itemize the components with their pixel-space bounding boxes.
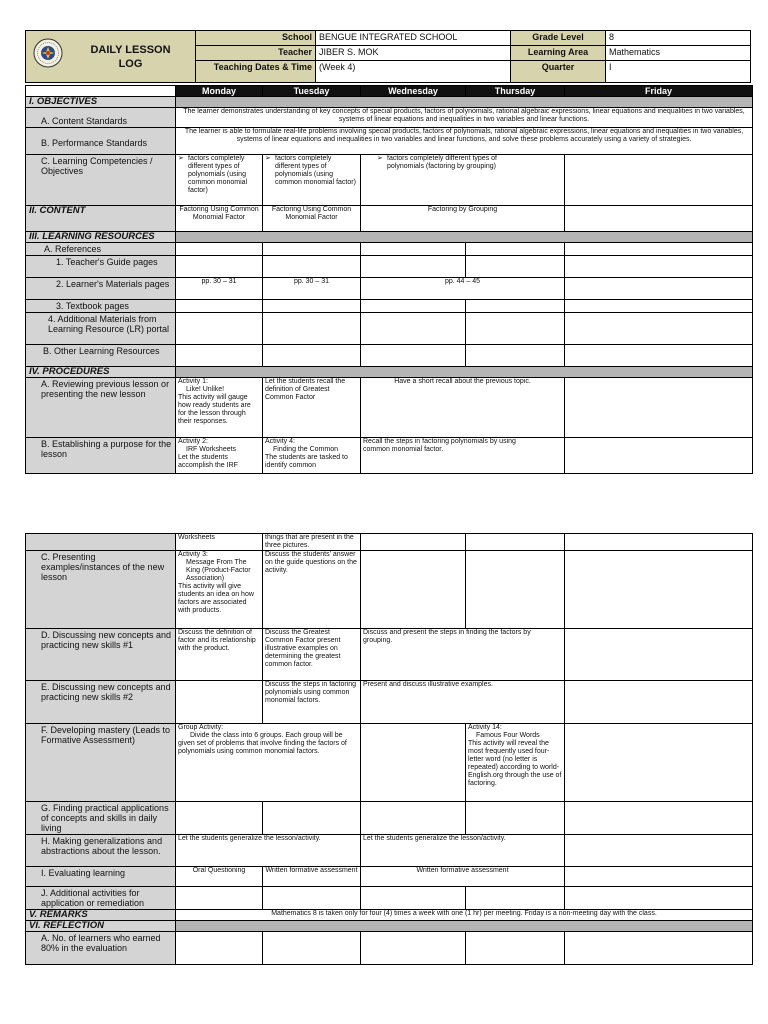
- title-line-1: DAILY LESSON: [90, 43, 171, 56]
- content-wednesday: Factoring by Grouping: [361, 206, 565, 232]
- bullet-icon: ➢: [377, 155, 383, 162]
- area-label: Learning Area: [511, 46, 606, 61]
- area-value: Mathematics: [606, 46, 751, 61]
- generalizations-label: H. Making generalizations and abstractions about the lesson.: [26, 835, 176, 867]
- mastery-monday: Group Activity: Divide the class into 6 groups. Each group will be given set of problems that involve finding the factors of polynomials using common monomial factors.: [176, 724, 361, 802]
- mastery-thursday: Activity 14: Famous Four Words This activity will reveal the most frequently used four-letter word (no letter is repeated) according to world-English.org through the use of factoring.: [466, 724, 565, 802]
- evaluating-tuesday: Written formative assessment: [263, 867, 361, 887]
- evaluating-wednesday: Written formative assessment: [361, 867, 565, 887]
- bullet-icon: ➢: [265, 155, 271, 162]
- grade-value: 8: [606, 31, 751, 46]
- lm-wednesday: pp. 44 – 45: [361, 278, 565, 300]
- discussing-2-tuesday: Discuss the steps in factoring polynomials using common monomial factors.: [263, 681, 361, 724]
- teachers-guide-label: 1. Teacher's Guide pages: [26, 256, 176, 278]
- competency-wednesday: ➢ factors completely different types of polynomials (factoring by grouping): [361, 155, 565, 206]
- dates-label: Teaching Dates & Time: [196, 61, 316, 83]
- day-tuesday: Tuesday: [263, 86, 361, 97]
- dates-value: (Week 4): [316, 61, 511, 83]
- purpose-tuesday: Activity 4: Finding the Common The students are tasked to identify common: [263, 438, 361, 474]
- remarks-text: Mathematics 8 is taken only for four (4) times a week with one (1 hr) per meeting. Friday is a non-meeting day with the class.: [176, 910, 753, 921]
- school-label: School: [196, 31, 316, 46]
- day-friday: Friday: [565, 86, 753, 97]
- discussing-2-wednesday: Present and discuss illustrative examples.: [361, 681, 565, 724]
- quarter-label: Quarter: [511, 61, 606, 83]
- generalizations-wednesday: Let the students generalize the lesson/activity.: [361, 835, 565, 867]
- day-wednesday: Wednesday: [361, 86, 466, 97]
- day-thursday: Thursday: [466, 86, 565, 97]
- learners-materials-label: 2. Learner's Materials pages: [26, 278, 176, 300]
- page-2: [0, 500, 768, 1024]
- evaluating-label: I. Evaluating learning: [26, 867, 176, 887]
- presenting-tuesday: Discuss the students' answer on the guide questions on the activity.: [263, 551, 361, 629]
- lesson-table-page-2: [25, 533, 753, 965]
- presenting-label: C. Presenting examples/instances of the new lesson: [26, 551, 176, 629]
- quarter-value: I: [606, 61, 751, 83]
- content-monday: Factoring Using Common Monomial Factor: [176, 206, 263, 232]
- lesson-log-title: [26, 31, 196, 83]
- additional-materials-label: 4. Additional Materials from Learning Resource (LR) portal: [26, 313, 176, 345]
- teacher-value: JIBER S. MOK: [316, 46, 511, 61]
- purpose-wednesday: Recall the steps in factoring polynomials by using common monomial factor.: [361, 438, 565, 474]
- bullet-icon: ➢: [178, 155, 184, 162]
- content-standards-label: A. Content Standards: [26, 108, 176, 128]
- discussing-1-tuesday: Discuss the Greatest Common Factor present illustrative examples on determining the greatest common factor.: [263, 629, 361, 681]
- day-header-row: [26, 86, 753, 97]
- mastery-label: F. Developing mastery (Leads to Formative Assessment): [26, 724, 176, 802]
- discussing-1-monday: Discuss the definition of factor and its relationship with the product.: [176, 629, 263, 681]
- content-standards-text: The learner demonstrates understanding of key concepts of special products, factors of polynomials, rational algebraic expressions, linear equations and inequalities in two variables, systems of linear equations and inequalities in two variables and linear functions.: [176, 108, 753, 128]
- reviewing-wednesday: Have a short recall about the previous topic.: [361, 378, 565, 438]
- purpose-label: B. Establishing a purpose for the lesson: [26, 438, 176, 474]
- lm-monday: pp. 30 – 31: [176, 278, 263, 300]
- reviewing-monday: Activity 1: Like! Unlike! This activity will gauge how ready students are for the lesson through their responses.: [176, 378, 263, 438]
- learners-80-label: A. No. of learners who earned 80% in the evaluation: [26, 932, 176, 965]
- presenting-monday: Activity 3: Message From The King (Product-Factor Association) This activity will give students an idea on how factors are associated with products.: [176, 551, 263, 629]
- grade-label: Grade Level: [511, 31, 606, 46]
- discussing-1-wednesday: Discuss and present the steps in finding the factors by grouping.: [361, 629, 565, 681]
- performance-standards-label: B. Performance Standards: [26, 128, 176, 155]
- discussing-2-label: E. Discussing new concepts and practicing new skills #2: [26, 681, 176, 724]
- objectives-heading: I. OBJECTIVES: [26, 97, 176, 108]
- other-resources-label: B. Other Learning Resources: [26, 345, 176, 367]
- procedures-heading: IV. PROCEDURES: [26, 367, 176, 378]
- title-line-2: LOG: [118, 57, 143, 70]
- purpose-tuesday-cont: things that are present in the three pictures.: [263, 534, 361, 551]
- competencies-label: C. Learning Competencies / Objectives: [26, 155, 176, 206]
- discussing-1-label: D. Discussing new concepts and practicing new skills #1: [26, 629, 176, 681]
- competency-tuesday: ➢ factors completely different types of polynomials (using common monomial factor): [263, 155, 361, 206]
- purpose-monday: Activity 2: IRF Worksheets Let the students accomplish the IRF: [176, 438, 263, 474]
- purpose-monday-cont: Worksheets: [176, 534, 263, 551]
- evaluating-monday: Oral Questioning: [176, 867, 263, 887]
- reviewing-tuesday: Let the students recall the definition of Greatest Common Factor: [263, 378, 361, 438]
- additional-activities-label: J. Additional activities for application or remediation: [26, 887, 176, 910]
- resources-heading: III. LEARNING RESOURCES: [26, 232, 176, 243]
- reviewing-label: A. Reviewing previous lesson or presenting the new lesson: [26, 378, 176, 438]
- teacher-label: Teacher: [196, 46, 316, 61]
- content-tuesday: Factoring Using Common Monomial Factor: [263, 206, 361, 232]
- deped-seal-icon: [33, 38, 63, 68]
- reflection-heading: VI. REFLECTION: [26, 921, 176, 932]
- school-value: BENGUE INTEGRATED SCHOOL: [316, 31, 511, 46]
- lm-tuesday: pp. 30 – 31: [263, 278, 361, 300]
- lesson-table-page-1: [25, 85, 753, 474]
- remarks-heading: V. REMARKS: [26, 910, 176, 921]
- textbook-label: 3. Textbook pages: [26, 300, 176, 313]
- applications-label: G. Finding practical applications of concepts and skills in daily living: [26, 802, 176, 835]
- page-1: [0, 0, 768, 500]
- performance-standards-text: The learner is able to formulate real-life problems involving special products, factors of polynomials, rational algebraic expressions, linear equations and inequalities in two variables, systems of linear equations and inequalities in two variables and linear functions, and solve these problems accurately using a variety of strategies.: [176, 128, 753, 155]
- generalizations-monday: Let the students generalize the lesson/activity.: [176, 835, 361, 867]
- day-monday: Monday: [176, 86, 263, 97]
- content-heading: II. CONTENT: [26, 206, 176, 232]
- header-table: [25, 30, 751, 83]
- competency-monday: ➢ factors completely different types of polynomials (using common monomial factor): [176, 155, 263, 206]
- references-label: A. References: [26, 243, 176, 256]
